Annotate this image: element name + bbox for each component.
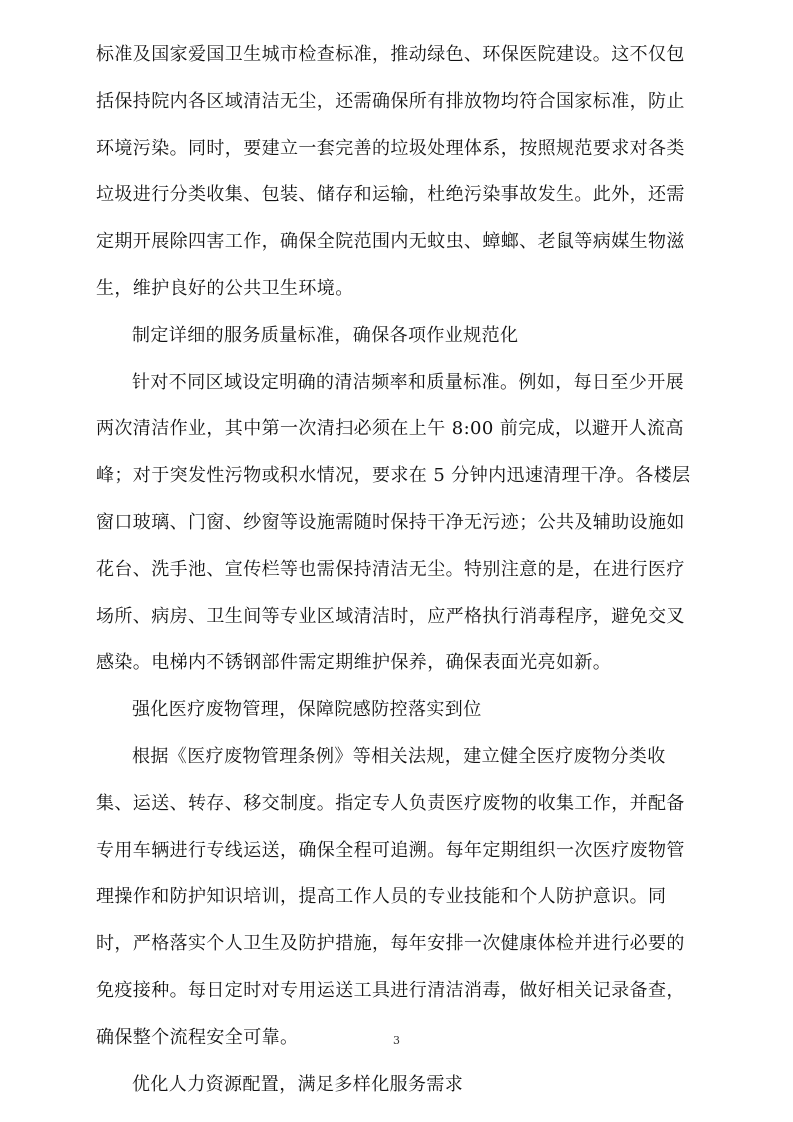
- page-number: 3: [393, 1034, 400, 1047]
- paragraph-line: 根据《医疗废物管理条例》等相关法规，建立健全医疗废物分类收: [132, 745, 666, 767]
- paragraph-line: 环境污染。同时，要建立一套完善的垃圾处理体系，按照规范要求对各类: [96, 137, 685, 159]
- paragraph-line: 专用车辆进行专线运送，确保全程可追溯。每年定期组织一次医疗废物管: [96, 839, 685, 861]
- paragraph-line: 垃圾进行分类收集、包装、储存和运输，杜绝污染事故发生。此外，还需: [96, 184, 685, 206]
- paragraph-line: 标准及国家爱国卫生城市检查标准，推动绿色、环保医院建设。这不仅包: [96, 44, 685, 65]
- paragraph-line: 花台、洗手池、宣传栏等也需保持清洁无尘。特别注意的是，在进行医疗: [96, 558, 685, 580]
- paragraph-line: 理操作和防护知识培训，提高工作人员的专业技能和个人防护意识。同: [96, 886, 667, 908]
- paragraph-line: 括保持院内各区域清洁无尘，还需确保所有排放物均符合国家标准，防止: [96, 90, 685, 112]
- paragraph-line: 定期开展除四害工作，确保全院范围内无蚊虫、蟑螂、老鼠等病媒生物滋: [96, 231, 685, 253]
- document-body: [96, 32, 708, 1108]
- paragraph-line: 两次清洁作业，其中第一次清扫必须在上午 8:00 前完成，以避开人流高: [96, 418, 684, 440]
- section-heading: 制定详细的服务质量标准，确保各项作业规范化: [132, 324, 519, 346]
- paragraph-line: 窗口玻璃、门窗、纱窗等设施需随时保持干净无污迹；公共及辅助设施如: [96, 511, 685, 533]
- paragraph-line: 生，维护良好的公共卫生环境。: [96, 277, 354, 299]
- paragraph-line: 峰；对于突发性污物或积水情况，要求在 5 分钟内迅速清理干净。各楼层: [96, 465, 691, 487]
- paragraph-line: 感染。电梯内不锈钢部件需定期维护保养，确保表面光亮如新。: [96, 652, 612, 674]
- paragraph-line: 集、运送、转存、移交制度。指定专人负责医疗废物的收集工作，并配备: [96, 792, 685, 814]
- paragraph-line: 场所、病房、卫生间等专业区域清洁时，应严格执行消毒程序，避免交叉: [96, 605, 685, 627]
- paragraph-line: 针对不同区域设定明确的清洁频率和质量标准。例如，每日至少开展: [132, 371, 684, 393]
- section-heading: 优化人力资源配置，满足多样化服务需求: [132, 1073, 464, 1095]
- paragraph-line: 时，严格落实个人卫生及防护措施，每年安排一次健康体检并进行必要的: [96, 933, 685, 955]
- section-heading: 强化医疗废物管理，保障院感防控落实到位: [132, 699, 482, 721]
- paragraph-line: 确保整个流程安全可靠。: [96, 1026, 299, 1048]
- paragraph-line: 免疫接种。每日定时对专用运送工具进行清洁消毒，做好相关记录备查，: [96, 979, 685, 1001]
